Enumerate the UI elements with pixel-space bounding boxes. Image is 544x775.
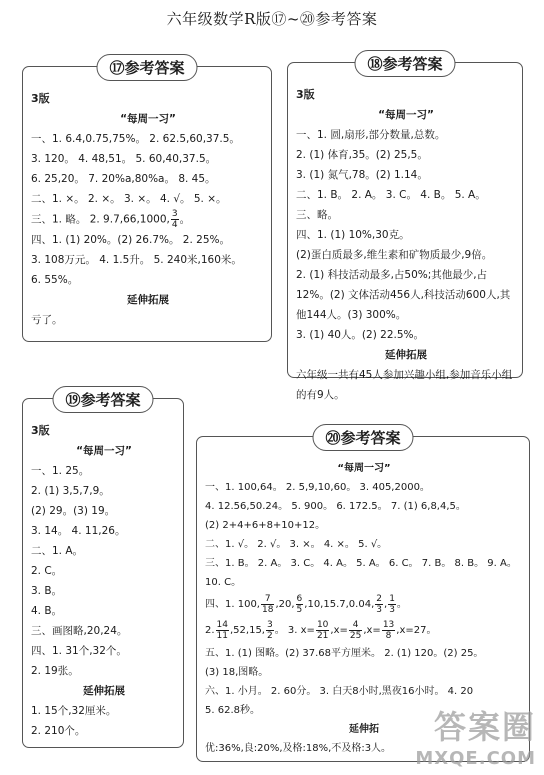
answer-box-17 bbox=[22, 59, 272, 342]
fraction-denominator: 3 bbox=[376, 604, 382, 615]
fraction-denominator: 8 bbox=[385, 630, 392, 641]
answer-line: 一、1. 100,64。 2. 5,9,10,60。 3. 405,2000。 bbox=[205, 482, 430, 493]
answer-line: 一、1. 圆,扇形,部分数量,总数。 bbox=[296, 129, 446, 141]
edition-label: 3版 bbox=[31, 424, 50, 437]
section-heading: “每周一习” bbox=[337, 463, 391, 474]
fraction-numerator: 7 bbox=[261, 594, 274, 605]
answer-line: 3. 108万元。 4. 1.5升。 5. 240米,160米。 bbox=[31, 254, 242, 266]
answer-text: ,x= bbox=[330, 625, 348, 636]
fraction-numerator: 2 bbox=[376, 593, 382, 604]
answer-line: 6. 25,20。 7. 20%a,80%a。 8. 45。 bbox=[31, 173, 216, 185]
fraction-denominator: 18 bbox=[262, 604, 274, 615]
extension-heading: 延伸拓展 bbox=[127, 294, 169, 306]
extension-heading: 延伸拓展 bbox=[83, 685, 125, 697]
answer-box-18 bbox=[287, 55, 523, 401]
answer-line-with-fraction bbox=[31, 209, 265, 230]
answer-line: 5. 62.8秒。 bbox=[205, 705, 260, 716]
extension-answer: 优:36%,良:20%,及格:18%,不及格:3人。 bbox=[205, 743, 392, 754]
watermark-url: MXQE.COM bbox=[415, 748, 536, 769]
fraction-numerator: 6 bbox=[296, 593, 303, 604]
page-title: 六年级数学R版⑰~⑳参考答案 bbox=[166, 10, 378, 28]
answer-line: 3. (1) 40人。(2) 22.5%。 bbox=[296, 329, 424, 341]
answer-text: ,x=27。 bbox=[396, 625, 437, 636]
answer-line: 三、画图略,20,24。 bbox=[31, 625, 128, 637]
box-19-title: ⑲参考答案 bbox=[52, 386, 153, 413]
fraction-numerator: 1 bbox=[389, 593, 395, 604]
box-17-title: ⑰参考答案 bbox=[96, 54, 197, 81]
extension-heading: 延伸拓展 bbox=[385, 349, 427, 361]
fraction-numerator: 14 bbox=[216, 619, 228, 630]
answer-line: 二、1. √。 2. √。 3. ×。 4. ×。 5. √。 bbox=[205, 539, 388, 550]
fraction bbox=[296, 594, 304, 615]
answer-line: 3. 14。 4. 11,26。 bbox=[31, 525, 126, 537]
answer-line: 3. B。 bbox=[31, 585, 63, 597]
answer-text: 。 bbox=[179, 213, 191, 226]
answer-line: 四、1. (1) 20%。(2) 26.7%。 2. 25%。 bbox=[31, 234, 231, 246]
fraction bbox=[382, 620, 395, 641]
fraction-denominator: 25 bbox=[349, 630, 362, 641]
fraction-denominator: 11 bbox=[216, 630, 228, 641]
fraction-numerator: 10 bbox=[316, 619, 329, 630]
box-18-title: ⑱参考答案 bbox=[354, 50, 455, 77]
edition-label: 3版 bbox=[31, 92, 50, 105]
answer-line: 五、1. (1) 图略。(2) 37.68平方厘米。 2. (1) 120。(2) 25。 bbox=[205, 648, 484, 659]
answer-line: 四、1. (1) 10%,30克。 bbox=[296, 229, 410, 241]
answer-line: 6. 55%。 bbox=[31, 274, 79, 286]
answer-line: 2. (1) 科技活动最多,占50%;其他最少,占12%。(2) 文体活动456人,科技活动600人,其他144人。(3) 300%。 bbox=[296, 269, 511, 321]
fraction-numerator: 4 bbox=[349, 620, 362, 631]
answer-line: 三、略。 bbox=[296, 209, 338, 221]
edition-label: 3版 bbox=[296, 88, 315, 101]
answer-text: ,x= bbox=[363, 625, 381, 636]
answer-line: 3. (1) 氮气,78。(2) 1.14。 bbox=[296, 169, 428, 181]
fraction-denominator: 21 bbox=[316, 630, 329, 641]
section-heading: “每周一习” bbox=[120, 113, 176, 125]
answer-text: ,10,15.7,0.04, bbox=[304, 599, 375, 610]
answer-line: 一、1. 6.4,0.75,75%。 2. 62.5,60,37.5。 bbox=[31, 133, 240, 145]
section-heading: “每周一习” bbox=[378, 109, 434, 121]
answer-line: 二、1. A。 bbox=[31, 545, 84, 557]
answer-box-19 bbox=[22, 391, 184, 748]
answer-line: 一、1. 25。 bbox=[31, 465, 90, 477]
answer-line: (2)蛋白质最多,维生素和矿物质最少,9倍。 bbox=[296, 249, 493, 261]
extension-answer: 六年级一共有45人参加兴趣小组,参加音乐小组的有9人。 bbox=[296, 369, 513, 401]
answer-line: (2) 2+4+6+8+10+12。 bbox=[205, 520, 326, 531]
answer-text: ,52,15, bbox=[230, 625, 265, 636]
site-watermark bbox=[415, 702, 536, 769]
fraction-denominator: 4 bbox=[171, 220, 178, 230]
fraction bbox=[216, 620, 229, 641]
box-17-content bbox=[31, 89, 265, 330]
box-18-content bbox=[296, 85, 516, 405]
answer-text: 2. bbox=[205, 625, 215, 636]
answer-line: 二、1. ×。 2. ×。 3. ×。 4. √。 5. ×。 bbox=[31, 193, 227, 205]
answer-line: 10. C。 bbox=[205, 577, 242, 588]
fraction bbox=[316, 620, 329, 641]
fraction-numerator: 13 bbox=[382, 619, 395, 630]
fraction bbox=[261, 594, 274, 615]
answer-line: 2. (1) 3,5,7,9。 bbox=[31, 485, 110, 497]
fraction bbox=[375, 594, 383, 615]
answer-line: (3) 18,图略。 bbox=[205, 667, 269, 678]
answer-line: 2. 19张。 bbox=[31, 665, 79, 677]
fraction-denominator: 2 bbox=[267, 630, 273, 641]
fraction bbox=[388, 594, 396, 615]
answer-text: 。 3. x= bbox=[274, 625, 315, 636]
box-20-title: ⑳参考答案 bbox=[312, 424, 413, 451]
watermark-logo-text: 答案圈 bbox=[433, 708, 536, 746]
answer-line: (2) 29。(3) 19。 bbox=[31, 505, 116, 517]
answer-line: 六、1. 小月。 2. 60分。 3. 白天8小时,黑夜16小时。 4. 20 bbox=[205, 686, 474, 697]
answer-text: 三、1. 略。 2. 9.7,66,1000, bbox=[31, 213, 170, 226]
answer-line: 4. 12.56,50.24。 5. 900。 6. 172.5。 7. (1) 6,8,4,5。 bbox=[205, 501, 466, 512]
answer-line: 3. 120。 4. 48,51。 5. 60,40,37.5。 bbox=[31, 153, 217, 165]
answer-line: 三、1. B。 2. A。 3. C。 4. A。 5. A。 6. C。 7. B。 8. B。 9. A。 bbox=[205, 558, 517, 569]
answer-line: 2. C。 bbox=[31, 565, 63, 577]
section-heading: “每周一习” bbox=[76, 445, 132, 457]
answer-line-with-fractions bbox=[205, 618, 523, 644]
box-19-content bbox=[31, 421, 177, 741]
fraction-denominator: 5 bbox=[296, 604, 303, 615]
extension-heading: 延伸拓 bbox=[349, 724, 379, 735]
answer-text: ,20, bbox=[275, 599, 295, 610]
answer-text: 四、1. 100, bbox=[205, 599, 260, 610]
extension-answer: 亏了。 bbox=[31, 314, 63, 326]
extension-answer: 1. 15个,32厘米。 bbox=[31, 705, 117, 717]
answer-text: , bbox=[384, 599, 388, 610]
fraction bbox=[171, 209, 179, 230]
fraction-numerator: 3 bbox=[171, 209, 178, 219]
fraction-numerator: 3 bbox=[267, 619, 273, 630]
fraction-denominator: 3 bbox=[389, 604, 395, 615]
answer-line: 4. B。 bbox=[31, 605, 63, 617]
answer-line-with-fractions bbox=[205, 592, 523, 618]
fraction bbox=[349, 620, 362, 641]
answer-line: 二、1. B。 2. A。 3. C。 4. B。 5. A。 bbox=[296, 189, 486, 201]
answer-line: 四、1. 31个,32个。 bbox=[31, 645, 127, 657]
answer-line: 2. (1) 体育,35。(2) 25,5。 bbox=[296, 149, 428, 161]
answer-text: 。 bbox=[396, 599, 407, 610]
extension-answer: 2. 210个。 bbox=[31, 725, 86, 737]
fraction bbox=[266, 620, 274, 641]
